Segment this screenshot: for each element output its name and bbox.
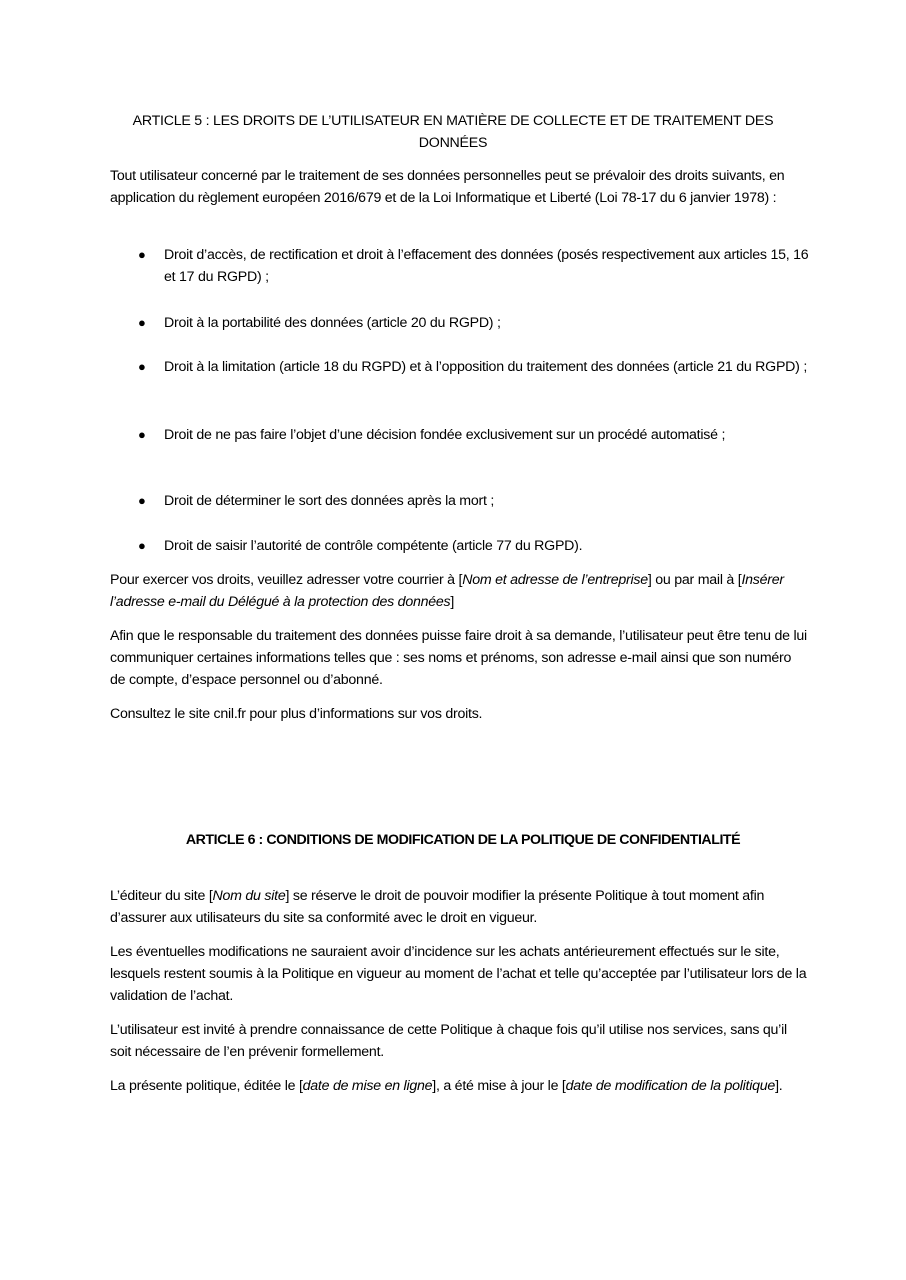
right-text: Droit de saisir l’autorité de contrôle compétente (article 77 du RGPD). [164,538,583,554]
text-segment: ], a été mise à jour le [ [432,1078,566,1094]
publish-date-placeholder: date de mise en ligne [302,1078,433,1094]
article-5-intro: Tout utilisateur concerné par le traitement de ses données personnelles peut se prévaloir des droits suivants, en application du règlement européen 2016/679 et de la Loi Informatique et Liberté (Loi 78-17 du 6 janvier 1978) : [110,168,785,206]
modifications-paragraph: Les éventuelles modifications ne sauraient avoir d’incidence sur les achats antérieurement effectués sur le site, lesquels restent soumis à la Politique en vigueur au moment de l’achat et telle qu’acceptée par l’utilisateur lors de la validation de l’achat. [110,944,807,1004]
editor-paragraph [110,885,810,929]
company-placeholder: Nom et adresse de l’entreprise [462,572,648,588]
bullet-icon: ● [138,493,146,508]
invitation-paragraph: L’utilisateur est invité à prendre connaissance de cette Politique à chaque fois qu’il utilise nos services, sans qu’il soit nécessaire de l’en prévenir formellement. [110,1022,787,1060]
text-segment: ] [450,594,455,610]
bullet-icon: ● [138,247,146,262]
dates-paragraph [110,1075,810,1097]
text-segment: ]. [775,1078,783,1094]
bullet-icon: ● [138,359,146,374]
right-text: Droit de déterminer le sort des données après la mort ; [164,493,495,509]
exercise-rights-paragraph [110,569,810,613]
modified-date-placeholder: date de modification de la politique [565,1078,776,1094]
right-text: Droit de ne pas faire l’objet d’une décision fondée exclusivement sur un procédé automatisé ; [164,427,726,443]
text-segment: ] se réserve le droit de pouvoir modifier la présente Politique à tout moment afin d’assurer aux utilisateurs du site sa conformité avec le droit en vigueur. [110,888,765,926]
requirements-paragraph: Afin que le responsable du traitement des données puisse faire droit à sa demande, l’utilisateur peut être tenu de lui communiquer certaines informations telles que : ses noms et prénoms, son adresse e-mail ainsi que son numéro de compte, d’espace personnel ou d’abonné. [110,628,807,688]
article-6-heading: ARTICLE 6 : CONDITIONS DE MODIFICATION DE LA POLITIQUE DE CONFIDENTIALITÉ [185,832,741,848]
site-name-placeholder: Nom du site [212,888,286,904]
right-text: Droit à la limitation (article 18 du RGPD) et à l’opposition du traitement des données (article 21 du RGPD) ; [164,359,808,375]
right-text: Droit d’accès, de rectification et droit à l’effacement des données (posés respectivement aux articles 15, 16 et 17 du RGPD) ; [164,247,809,285]
text-segment: Pour exercer vos droits, veuillez adresser votre courrier à [ [110,572,463,588]
text-segment: L’éditeur du site [ [110,888,213,904]
cnil-paragraph: Consultez le site cnil.fr pour plus d’informations sur vos droits. [110,706,483,722]
text-segment: La présente politique, éditée le [ [110,1078,303,1094]
text-segment: ] ou par mail à [ [647,572,742,588]
right-text: Droit à la portabilité des données (article 20 du RGPD) ; [164,315,501,331]
bullet-icon: ● [138,538,146,553]
dpo-email-placeholder: Insérer l’adresse e-mail du Délégué à la protection des données [110,572,784,610]
article-5-heading: ARTICLE 5 : LES DROITS DE L’UTILISATEUR EN MATIÈRE DE COLLECTE ET DE TRAITEMENT DES DONNÉES [132,113,774,151]
bullet-icon: ● [138,427,146,442]
bullet-icon: ● [138,315,146,330]
